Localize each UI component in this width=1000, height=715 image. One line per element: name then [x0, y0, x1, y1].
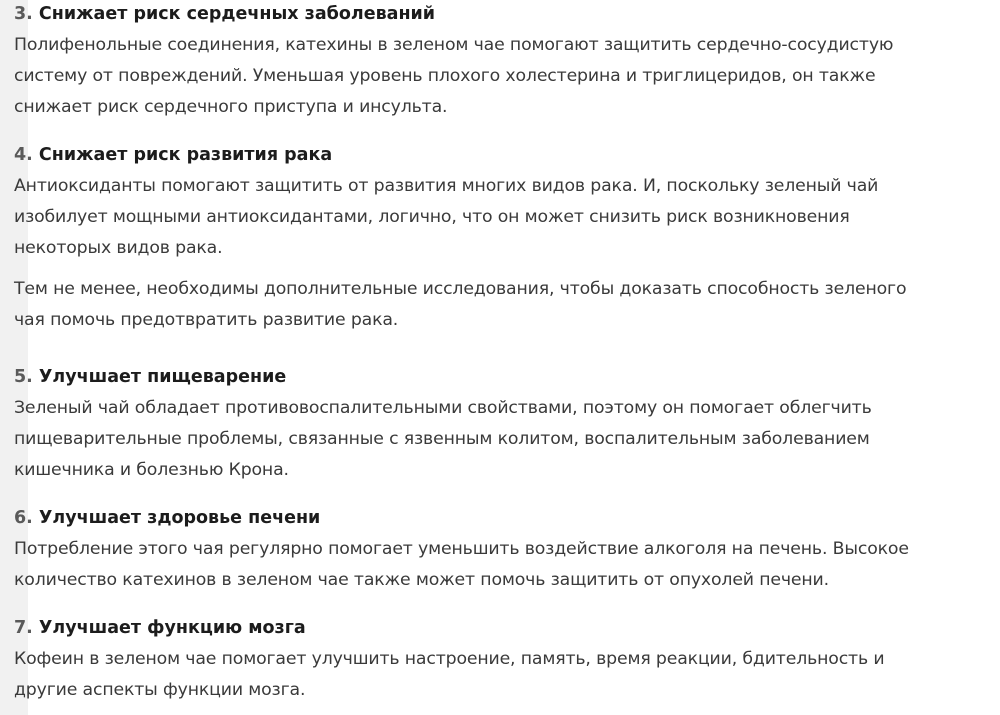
- section-cancer-risk: [14, 141, 906, 336]
- paragraph-line: некоторых видов рака.: [14, 238, 223, 258]
- section-title: Снижает риск развития рака: [38, 145, 333, 165]
- section-number: 3.: [14, 4, 33, 24]
- paragraph-line: изобилует мощными антиоксидантами, логично, что он может снизить риск возникновения: [14, 207, 850, 227]
- section-digestion: [14, 363, 872, 486]
- section-title: Снижает риск сердечных заболеваний: [38, 4, 436, 24]
- section-heading: [14, 0, 893, 27]
- paragraph-line: Тем не менее, необходимы дополнительные исследования, чтобы доказать способность зеленого: [14, 279, 907, 299]
- section-liver-health: [14, 504, 909, 596]
- section-paragraph: [14, 30, 893, 123]
- section-heading: [14, 504, 909, 531]
- section-number: 6.: [14, 508, 33, 528]
- section-heart-disease: [14, 0, 893, 123]
- paragraph-line: Зеленый чай обладает противовоспалительными свойствами, поэтому он помогает облегчить: [14, 398, 872, 418]
- section-paragraph: [14, 171, 906, 264]
- paragraph-line: пищеварительные проблемы, связанные с язвенным колитом, воспалительным заболеванием: [14, 429, 870, 449]
- section-number: 7.: [14, 618, 33, 638]
- paragraph-line: кишечника и болезнью Крона.: [14, 460, 289, 480]
- section-title: Улучшает пищеварение: [38, 367, 287, 387]
- paragraph-line: систему от повреждений. Уменьшая уровень плохого холестерина и триглицеридов, он также: [14, 66, 876, 86]
- section-paragraph: [14, 274, 906, 336]
- section-heading: [14, 363, 872, 390]
- section-heading: [14, 614, 884, 641]
- paragraph-line: чая помочь предотвратить развитие рака.: [14, 310, 399, 330]
- section-title: Улучшает здоровье печени: [38, 508, 321, 528]
- paragraph-line: Потребление этого чая регулярно помогает уменьшить воздействие алкоголя на печень. Высокое: [14, 539, 909, 559]
- section-number: 4.: [14, 145, 33, 165]
- section-heading: [14, 141, 906, 168]
- paragraph-line: количество катехинов в зеленом чае также может помочь защитить от опухолей печени.: [14, 570, 829, 590]
- paragraph-line: Кофеин в зеленом чае помогает улучшить настроение, память, время реакции, бдительность и: [14, 649, 885, 669]
- section-title: Улучшает функцию мозга: [38, 618, 306, 638]
- paragraph-line: другие аспекты функции мозга.: [14, 680, 306, 700]
- paragraph-line: Полифенольные соединения, катехины в зеленом чае помогают защитить сердечно-сосудистую: [14, 35, 894, 55]
- section-brain-function: [14, 614, 884, 706]
- section-number: 5.: [14, 367, 33, 387]
- section-paragraph: [14, 534, 909, 596]
- paragraph-line: снижает риск сердечного приступа и инсульта.: [14, 97, 448, 117]
- paragraph-line: Антиоксиданты помогают защитить от развития многих видов рака. И, поскольку зеленый чай: [14, 176, 879, 196]
- section-paragraph: [14, 393, 872, 486]
- section-paragraph: [14, 644, 884, 706]
